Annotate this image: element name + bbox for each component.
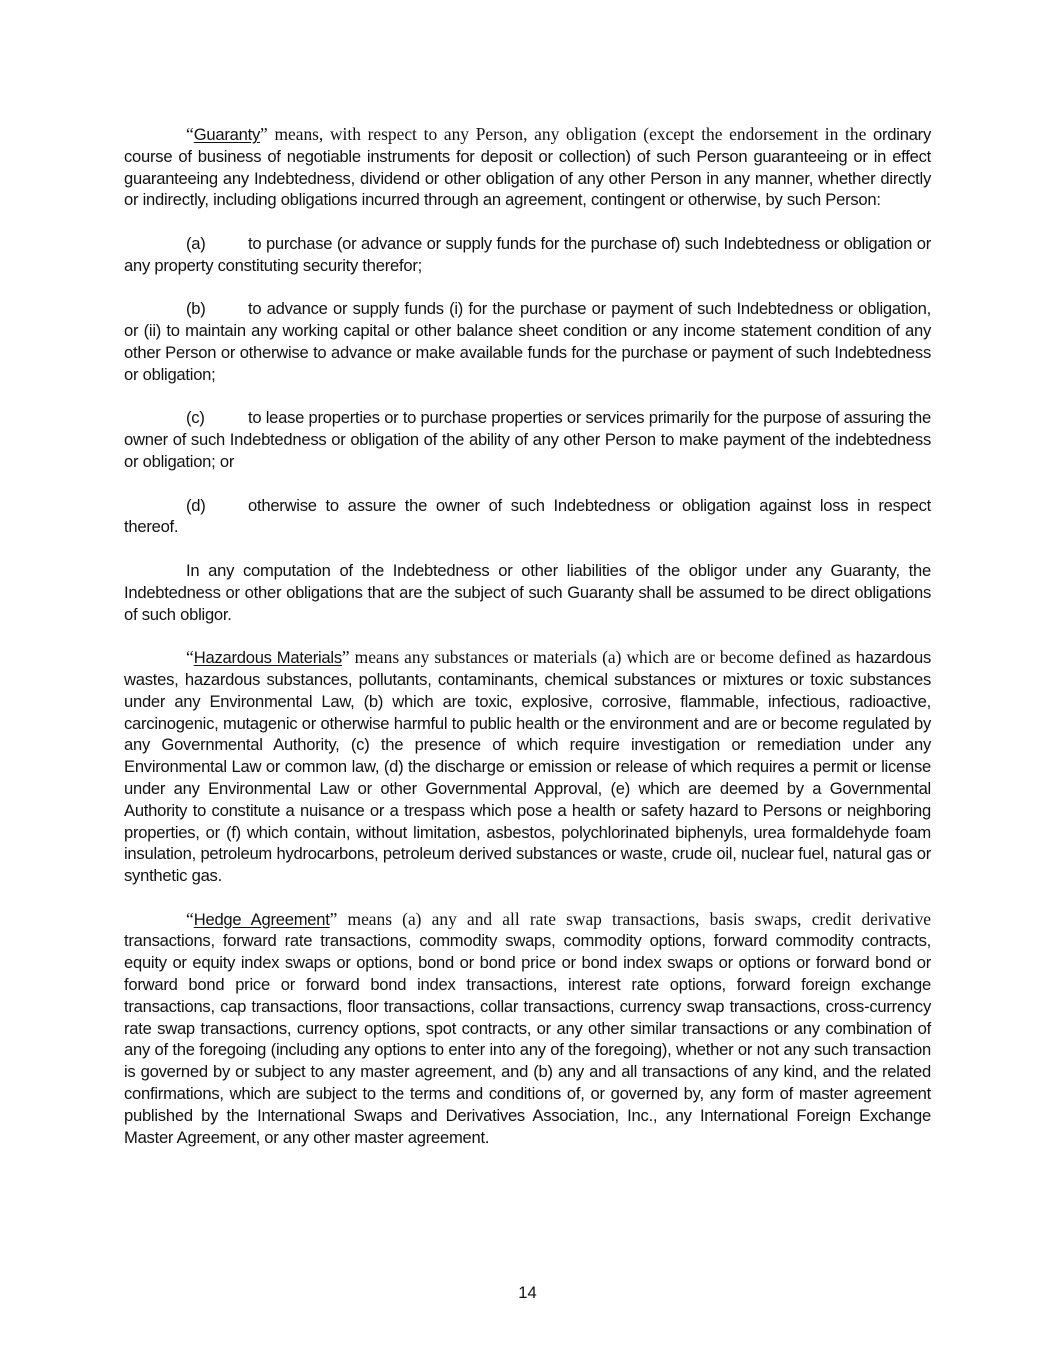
hazardous-lead-text: means any substances or materials (a) which are or become defined as bbox=[349, 647, 851, 668]
hedge-lead-text: means (a) any and all rate swap transactions, basis swaps, credit derivative bbox=[337, 908, 932, 929]
guaranty-clause-a bbox=[124, 233, 931, 277]
hedge-body-text: transactions, forward rate transactions, commodity swaps, commodity options, forward commodity contracts, equity or equity index swaps or options, bond or bond price or bond index swaps or options or forward bond or forward bond price or forward bond index transactions, interest rate options, forward foreign exchange transactions, cap transactions, floor transactions, collar transactions, currency swap transactions, cross-currency rate swap transactions, currency options, spot contracts, or any other similar transactions or any combination of any of the foregoing (including any options to enter into any of the foregoing), whether or not any such transaction is governed by or subject to any master agreement, and (b) any and all transactions of any kind, and the related confirmations, which are subject to the terms and conditions of, or governed by, any form of master agreement published by the International Swaps and Derivatives Association, Inc., any International Foreign Exchange Master Agreement, or any other master agreement. bbox=[124, 931, 931, 1147]
hedge-close-quote: ” bbox=[329, 908, 338, 929]
guaranty-clause-b bbox=[124, 298, 931, 385]
guaranty-body-text: ordinary course of business of negotiable instruments for deposit or collection) of such Person guaranteeing or in effect guaranteeing any Indebtedness, dividend or other obligation of any other Person in any manner, whether directly or indirectly, including obligations incurred through an agreement, contingent or otherwise, by such Person: bbox=[124, 125, 931, 210]
hedge-agreement-definition bbox=[124, 909, 931, 1149]
clause-label: (d) bbox=[186, 495, 206, 515]
guaranty-clause-d bbox=[124, 495, 931, 539]
clause-label: (b) bbox=[186, 299, 206, 319]
guaranty-lead-text: means, with respect to any Person, any obligation (except the endorsement in the bbox=[267, 124, 867, 144]
guaranty-definition bbox=[124, 124, 931, 211]
hazardous-materials-definition bbox=[124, 647, 931, 887]
hazardous-body-text: hazardous wastes, hazardous substances, pollutants, contaminants, chemical substances or mixtures or toxic substances under any Environmental Law, (b) which are toxic, explosive, corrosive, flammable, infectious, radioactive, carcinogenic, mutagenic or otherwise harmful to public health or the environment and are or become regulated by any Governmental Authority, (c) the presence of which require investigation or remediation under any Environmental Law or common law, (d) the discharge or emission or release of which requires a permit or license under any Environmental Law or other Governmental Approval, (e) which are deemed by a Governmental Authority to constitute a nuisance or a trespass which pose a health or safety hazard to Persons or neighboring properties, or (f) which contain, without limitation, asbestos, polychlorinated biphenyls, urea formaldehyde foam insulation, petroleum hydrocarbons, petroleum derived substances or waste, crude oil, nuclear fuel, natural gas or synthetic gas. bbox=[124, 648, 932, 886]
hazardous-close-quote: ” bbox=[341, 647, 350, 668]
guaranty-term: Guaranty bbox=[193, 125, 260, 144]
clause-text: to lease properties or to purchase properties or services primarily for the purpose of assuring the owner of such Indebtedness or obligation of the ability of any other Person to make payment of the indebtedness or obligation; or bbox=[124, 408, 931, 471]
guaranty-close-quote: ” bbox=[260, 124, 268, 144]
guaranty-clause-c bbox=[124, 407, 931, 472]
clause-label: (c) bbox=[186, 408, 205, 428]
clause-label: (a) bbox=[186, 233, 206, 253]
guaranty-computation-paragraph: In any computation of the Indebtedness or other liabilities of the obligor under any Guaranty, the Indebtedness or other obligations that are the subject of such Guaranty shall be assumed to be direct obligations of such obligor. bbox=[124, 560, 931, 624]
page-number: 14 bbox=[518, 1283, 537, 1302]
hedge-open-quote: “ bbox=[186, 908, 194, 929]
clause-text: to advance or supply funds (i) for the purchase or payment of such Indebtedness or obligation, or (ii) to maintain any working capital or other balance sheet condition or any income statement condition of any other Person or otherwise to advance or make available funds for the purchase or payment of such Indebtedness or obligation; bbox=[124, 299, 931, 384]
clause-text: otherwise to assure the owner of such Indebtedness or obligation against loss in respect thereof. bbox=[124, 495, 931, 537]
hedge-agreement-term: Hedge Agreement bbox=[193, 909, 330, 929]
document-page bbox=[124, 124, 931, 1170]
hazardous-materials-term: Hazardous Materials bbox=[193, 648, 342, 668]
hazardous-open-quote: “ bbox=[186, 647, 194, 668]
clause-text: to purchase (or advance or supply funds for the purchase of) such Indebtedness or obligation or any property constituting security therefor; bbox=[124, 233, 931, 275]
guaranty-open-quote: “ bbox=[186, 124, 194, 144]
